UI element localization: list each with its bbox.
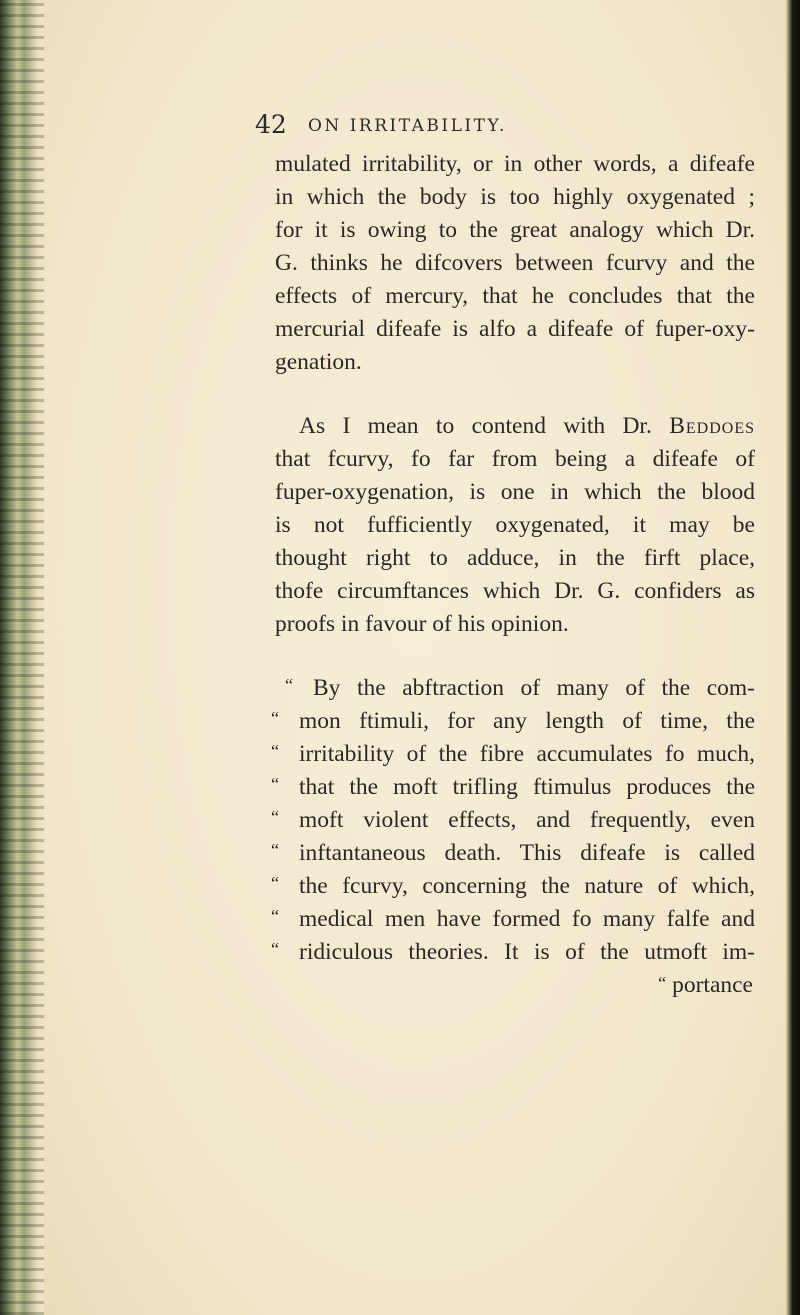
quote-line <box>271 771 755 804</box>
quote-mark: “ <box>271 708 278 728</box>
text-line: G. thinks he difcovers between fcurvy and the <box>275 250 755 276</box>
gutter-texture <box>0 0 44 1315</box>
quote-line <box>271 936 755 969</box>
quote-line <box>271 705 755 738</box>
text-line: effects of mercury, that he concludes that the <box>275 283 755 309</box>
quote-text: medical men have formed fo many falfe and <box>299 906 755 932</box>
quote-mark: “ <box>271 774 278 794</box>
quote-mark: “ <box>271 840 278 860</box>
catchword: portance <box>672 972 753 998</box>
quote-text: the fcurvy, concerning the nature of which, <box>299 873 755 899</box>
quote-mark: “ <box>271 906 278 926</box>
quote-text: moft violent effects, and frequently, even <box>299 807 755 833</box>
quote-line <box>271 804 755 837</box>
body-text <box>271 148 755 1002</box>
quote-line <box>275 672 755 705</box>
quote-line <box>271 903 755 936</box>
paragraph-2 <box>275 410 755 641</box>
running-title: ON IRRITABILITY. <box>308 116 507 136</box>
text-line: thofe circumftances which Dr. G. confiders as <box>275 578 755 604</box>
text-line: that fcurvy, fo far from being a difeafe of <box>275 446 755 472</box>
quotation <box>271 672 755 1002</box>
paragraph-1 <box>275 148 755 379</box>
quote-line <box>271 837 755 870</box>
text-line: proofs in favour of his opinion. <box>275 611 569 637</box>
quote-mark: “ <box>271 807 278 827</box>
quote-text: mon ftimuli, for any length of time, the <box>299 708 755 734</box>
page-number: 42 <box>255 110 287 139</box>
quote-text: that the moft trifling ftimulus produces the <box>299 774 755 800</box>
quote-mark: “ <box>285 675 292 695</box>
author-name: Beddoes <box>669 413 755 439</box>
quote-line <box>271 738 755 771</box>
quote-text: irritability of the fibre accumulates fo much, <box>299 741 755 767</box>
text-span: As I mean to contend with Dr. <box>299 413 670 439</box>
page-edge <box>786 0 800 1315</box>
text-line <box>275 410 755 443</box>
text-line: thought right to adduce, in the firft place, <box>275 545 755 571</box>
text-line: is not fufficiently oxygenated, it may be <box>275 512 755 538</box>
quote-mark: “ <box>271 741 278 761</box>
text-line: in which the body is too highly oxygenated ; <box>275 184 755 210</box>
text-line: mulated irritability, or in other words, a difeafe <box>275 151 755 177</box>
catchword-line <box>275 969 755 1002</box>
text-line: for it is owing to the great analogy which Dr. <box>275 217 755 243</box>
text-line: fuper-oxygenation, is one in which the blood <box>275 479 755 505</box>
quote-line <box>271 870 755 903</box>
text-line: genation. <box>275 349 362 375</box>
quote-text: ridiculous theories. It is of the utmoft im- <box>299 939 755 965</box>
text-line: mercurial difeafe is alfo a difeafe of fuper-oxy- <box>275 316 755 342</box>
quote-text: By the abftraction of many of the com- <box>313 675 755 701</box>
quote-text: inftantaneous death. This difeafe is called <box>299 840 755 866</box>
quote-mark: “ <box>271 873 278 893</box>
quote-mark: “ <box>271 939 278 959</box>
quote-mark: “ <box>658 973 667 993</box>
